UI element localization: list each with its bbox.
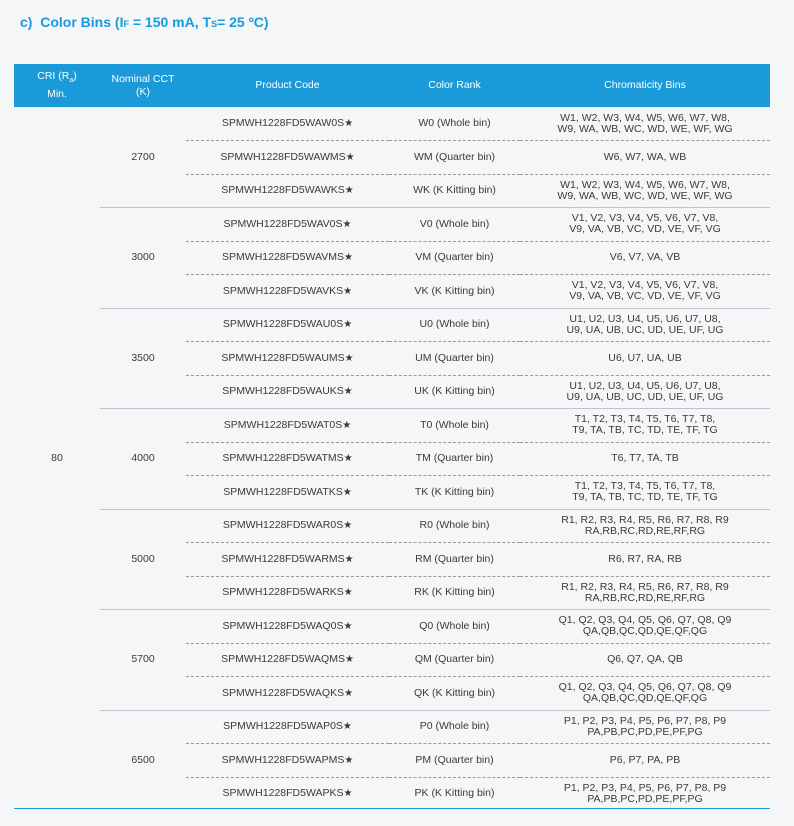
chromaticity-bins-line1: W1, W2, W3, W4, W5, W6, W7, W8,: [560, 111, 730, 124]
product-code-cell: [186, 777, 389, 810]
cri-min-cell: 80: [51, 452, 63, 464]
nominal-cct-cell: 2700: [131, 150, 155, 163]
product-code: SPMWH1228FD5WAV0S: [223, 217, 343, 230]
nominal-cct-cell: 5700: [100, 610, 186, 711]
chromaticity-bins-cell: [520, 308, 770, 342]
color-rank-cell: VK (K Kitting bin): [389, 275, 520, 309]
chromaticity-bins-cell: [520, 208, 770, 242]
chromaticity-bins-line2: QA,QB,QC,QD,QE,QF,QG: [582, 625, 708, 638]
star-icon: ★: [343, 520, 353, 532]
chromaticity-bins-line2: W9, WA, WB, WC, WD, WE, WF, WG: [557, 122, 733, 135]
chromaticity-bins-cell: [520, 442, 770, 476]
section-label: c): [20, 14, 33, 30]
header-cri-min: Min.: [47, 87, 67, 100]
chromaticity-bins-line2: V9, VA, VB, VC, VD, VE, VF, VG: [569, 223, 721, 236]
chromaticity-bins-line2: QA,QB,QC,QD,QE,QF,QG: [582, 692, 708, 705]
chromaticity-bins-line1: Q6, Q7, QA, QB: [607, 653, 683, 666]
header-color-rank: Color Rank: [389, 64, 520, 107]
star-icon: ★: [344, 687, 354, 699]
star-icon: ★: [343, 453, 353, 465]
product-code: SPMWH1228FD5WATMS: [222, 452, 344, 465]
table-row: [14, 107, 770, 141]
header-cct-unit: (K): [136, 85, 150, 98]
star-icon: ★: [344, 118, 354, 129]
color-bins-table: [14, 64, 770, 810]
product-code: SPMWH1228FD5WAVKS: [222, 284, 344, 297]
chromaticity-bins-line1: P6, P7, PA, PB: [609, 753, 681, 766]
chromaticity-bins-line2: T9, TA, TB, TC, TD, TE, TF, TG: [572, 424, 718, 437]
chromaticity-bins-cell: [520, 476, 770, 510]
header-cri: [14, 64, 100, 107]
product-code-cell: [186, 141, 389, 175]
chromaticity-bins-line1: R1, R2, R3, R4, R5, R6, R7, R8, R9: [561, 580, 729, 593]
color-rank-cell: QM (Quarter bin): [389, 643, 520, 677]
color-rank-cell: R0 (Whole bin): [389, 509, 520, 543]
product-code: SPMWH1228FD5WARMS: [221, 552, 345, 565]
chromaticity-bins-line1: T1, T2, T3, T4, T5, T6, T7, T8,: [574, 413, 716, 426]
chromaticity-bins-cell: [520, 677, 770, 711]
color-rank-cell: W0 (Whole bin): [389, 107, 520, 141]
table-header-row: [14, 64, 770, 107]
chromaticity-bins-line1: W6, W7, WA, WB: [603, 150, 687, 163]
product-code-cell: [186, 275, 389, 309]
color-rank-cell: UK (K Kitting bin): [389, 375, 520, 409]
table-row: [14, 208, 770, 242]
table-row: [14, 710, 770, 744]
star-icon: ★: [344, 352, 354, 364]
chromaticity-bins-line2: U9, UA, UB, UC, UD, UE, UF, UG: [566, 390, 724, 403]
product-code: SPMWH1228FD5WAWKS: [221, 184, 345, 197]
chromaticity-bins-cell: [520, 643, 770, 677]
chromaticity-bins-line1: V1, V2, V3, V4, V5, V6, V7, V8,: [571, 212, 719, 225]
product-code-cell: [186, 409, 389, 443]
section-heading: [20, 14, 269, 30]
chromaticity-bins-line2: W9, WA, WB, WC, WD, WE, WF, WG: [557, 189, 733, 202]
chromaticity-bins-cell: [520, 275, 770, 309]
color-rank-cell: V0 (Whole bin): [389, 208, 520, 242]
color-rank-cell: T0 (Whole bin): [389, 409, 520, 443]
product-code-cell: [186, 375, 389, 409]
chromaticity-bins-cell: [520, 744, 770, 778]
product-code: SPMWH1228FD5WAT0S: [223, 418, 343, 431]
chromaticity-bins-line2: PA,PB,PC,PD,PE,PF,PG: [587, 792, 703, 805]
table-row: [14, 509, 770, 543]
chromaticity-bins-line1: U1, U2, U3, U4, U5, U6, U7, U8,: [569, 312, 721, 325]
chromaticity-bins-line1: Q1, Q2, Q3, Q4, Q5, Q6, Q7, Q8, Q9: [558, 681, 732, 694]
star-icon: ★: [342, 721, 352, 733]
product-code: SPMWH1228FD5WAP0S: [223, 720, 343, 733]
product-code-cell: [186, 643, 389, 677]
section-title-end: = 25 ºC): [217, 14, 269, 30]
product-code: SPMWH1228FD5WAPMS: [221, 753, 345, 766]
header-cct-label: Nominal CCT: [111, 72, 175, 85]
product-code-cell: [186, 744, 389, 778]
chromaticity-bins-line1: T6, T7, TA, TB: [611, 452, 679, 465]
header-cri-close: ): [73, 70, 77, 83]
chromaticity-bins-line2: RA,RB,RC,RD,RE,RF,RG: [584, 524, 706, 537]
section-title: Color Bins (I: [40, 14, 124, 30]
chromaticity-bins-line1: Q1, Q2, Q3, Q4, Q5, Q6, Q7, Q8, Q9: [558, 614, 732, 627]
table-bottom-rule: [14, 808, 770, 809]
header-cct: [100, 64, 186, 107]
chromaticity-bins-line1: T1, T2, T3, T4, T5, T6, T7, T8,: [574, 480, 716, 493]
color-rank-cell: WK (K Kitting bin): [389, 174, 520, 208]
chromaticity-bins-line1: P1, P2, P3, P4, P5, P6, P7, P8, P9: [563, 781, 727, 794]
chromaticity-bins-cell: [520, 576, 770, 610]
chromaticity-bins-cell: [520, 543, 770, 577]
color-rank-cell: RM (Quarter bin): [389, 543, 520, 577]
product-code-cell: [186, 174, 389, 208]
chromaticity-bins-cell: [520, 375, 770, 409]
nominal-cct-cell: 3500: [100, 308, 186, 409]
product-code: SPMWH1228FD5WAQ0S: [222, 619, 344, 632]
color-rank-cell: RK (K Kitting bin): [389, 576, 520, 610]
product-code: SPMWH1228FD5WATKS: [223, 485, 343, 498]
chromaticity-bins-cell: [520, 241, 770, 275]
color-bins-table-wrapper: [14, 64, 770, 810]
product-code: SPMWH1228FD5WARKS: [222, 586, 344, 599]
star-icon: ★: [344, 185, 354, 197]
color-rank-cell: UM (Quarter bin): [389, 342, 520, 376]
product-code: SPMWH1228FD5WAVMS: [222, 251, 344, 264]
chromaticity-bins-line2: T9, TA, TB, TC, TD, TE, TF, TG: [572, 491, 718, 504]
chromaticity-bins-line1: R6, R7, RA, RB: [608, 552, 682, 565]
product-code-cell: [186, 576, 389, 610]
chromaticity-bins-line1: V6, V7, VA, VB: [609, 251, 681, 264]
chromaticity-bins-cell: [520, 174, 770, 208]
product-code-cell: [186, 308, 389, 342]
color-rank-cell: Q0 (Whole bin): [389, 610, 520, 644]
nominal-cct-cell: 3000: [100, 208, 186, 309]
product-code: SPMWH1228FD5WAR0S: [222, 519, 344, 532]
star-icon: ★: [344, 654, 354, 666]
star-icon: ★: [343, 252, 353, 264]
chromaticity-bins-line1: W1, W2, W3, W4, W5, W6, W7, W8,: [560, 178, 730, 191]
product-code: SPMWH1228FD5WAUKS: [222, 385, 344, 398]
color-rank-cell: U0 (Whole bin): [389, 308, 520, 342]
header-cri-sub: a: [69, 77, 74, 85]
product-code: SPMWH1228FD5WAW0S: [221, 117, 345, 129]
color-rank-cell: P0 (Whole bin): [389, 710, 520, 744]
product-code-cell: [186, 241, 389, 275]
header-chromaticity-bins: Chromaticity Bins: [520, 64, 770, 107]
section-title-sub-f: F: [123, 19, 129, 29]
header-product-code: Product Code: [186, 64, 389, 107]
star-icon: ★: [343, 587, 353, 599]
chromaticity-bins-cell: [520, 141, 770, 175]
header-cri-label: CRI (R: [37, 70, 70, 83]
chromaticity-bins-line1: U6, U7, UA, UB: [608, 351, 682, 364]
product-code-cell: [186, 107, 389, 141]
star-icon: ★: [344, 553, 354, 565]
product-code: SPMWH1228FD5WAQKS: [221, 686, 345, 699]
table-row: [14, 610, 770, 644]
product-code: SPMWH1228FD5WAQMS: [221, 653, 345, 666]
product-code-cell: [186, 543, 389, 577]
star-icon: ★: [343, 788, 353, 800]
chromaticity-bins-line2: V9, VA, VB, VC, VD, VE, VF, VG: [569, 290, 721, 303]
star-icon: ★: [345, 151, 355, 163]
star-icon: ★: [343, 285, 353, 297]
chromaticity-bins-cell: [520, 107, 770, 141]
product-code-cell: [186, 342, 389, 376]
nominal-cct-cell: 6500: [100, 710, 186, 810]
nominal-cct-cell: 4000: [100, 409, 186, 510]
chromaticity-bins-line1: R1, R2, R3, R4, R5, R6, R7, R8, R9: [561, 513, 729, 526]
color-rank-cell: PK (K Kitting bin): [414, 787, 495, 800]
product-code: SPMWH1228FD5WAWMS: [220, 150, 346, 163]
chromaticity-bins-cell: [520, 610, 770, 644]
star-icon: ★: [343, 319, 353, 331]
color-rank-cell: TK (K Kitting bin): [389, 476, 520, 510]
color-rank-cell: VM (Quarter bin): [389, 241, 520, 275]
chromaticity-bins-line1: U1, U2, U3, U4, U5, U6, U7, U8,: [569, 379, 721, 392]
product-code-cell: [186, 208, 389, 242]
color-rank-cell: TM (Quarter bin): [389, 442, 520, 476]
chromaticity-bins-cell: [520, 409, 770, 443]
product-code-cell: [186, 610, 389, 644]
chromaticity-bins-line2: U9, UA, UB, UC, UD, UE, UF, UG: [566, 323, 724, 336]
product-code-cell: [186, 509, 389, 543]
star-icon: ★: [343, 386, 353, 398]
chromaticity-bins-line1: V1, V2, V3, V4, V5, V6, V7, V8,: [571, 279, 719, 292]
product-code-cell: [186, 677, 389, 711]
nominal-cct-cell: 5000: [100, 509, 186, 610]
table-body: [14, 107, 770, 810]
product-code: SPMWH1228FD5WAUMS: [221, 351, 345, 364]
product-code: SPMWH1228FD5WAU0S: [222, 318, 344, 331]
table-row: [14, 308, 770, 342]
star-icon: ★: [342, 486, 352, 498]
section-title-sub-s: S: [211, 19, 218, 29]
chromaticity-bins-line2: RA,RB,RC,RD,RE,RF,RG: [584, 591, 706, 604]
product-code: SPMWH1228FD5WAPKS: [222, 787, 344, 800]
chromaticity-bins-line1: P1, P2, P3, P4, P5, P6, P7, P8, P9: [563, 714, 727, 727]
table-row: [14, 409, 770, 443]
product-code-cell: [186, 476, 389, 510]
star-icon: ★: [344, 754, 354, 766]
section-title-mid: = 150 mA, T: [128, 14, 212, 30]
product-code-cell: [186, 710, 389, 744]
star-icon: ★: [343, 620, 353, 632]
color-rank-cell: PM (Quarter bin): [389, 744, 520, 778]
chromaticity-bins-line2: PA,PB,PC,PD,PE,PF,PG: [587, 725, 703, 738]
chromaticity-bins-cell: [520, 777, 770, 810]
chromaticity-bins-cell: [520, 710, 770, 744]
color-rank-cell: WM (Quarter bin): [389, 141, 520, 175]
product-code-cell: [186, 442, 389, 476]
star-icon: ★: [342, 419, 352, 431]
chromaticity-bins-cell: [520, 342, 770, 376]
star-icon: ★: [342, 218, 352, 230]
chromaticity-bins-cell: [520, 509, 770, 543]
color-rank-cell: QK (K Kitting bin): [389, 677, 520, 711]
